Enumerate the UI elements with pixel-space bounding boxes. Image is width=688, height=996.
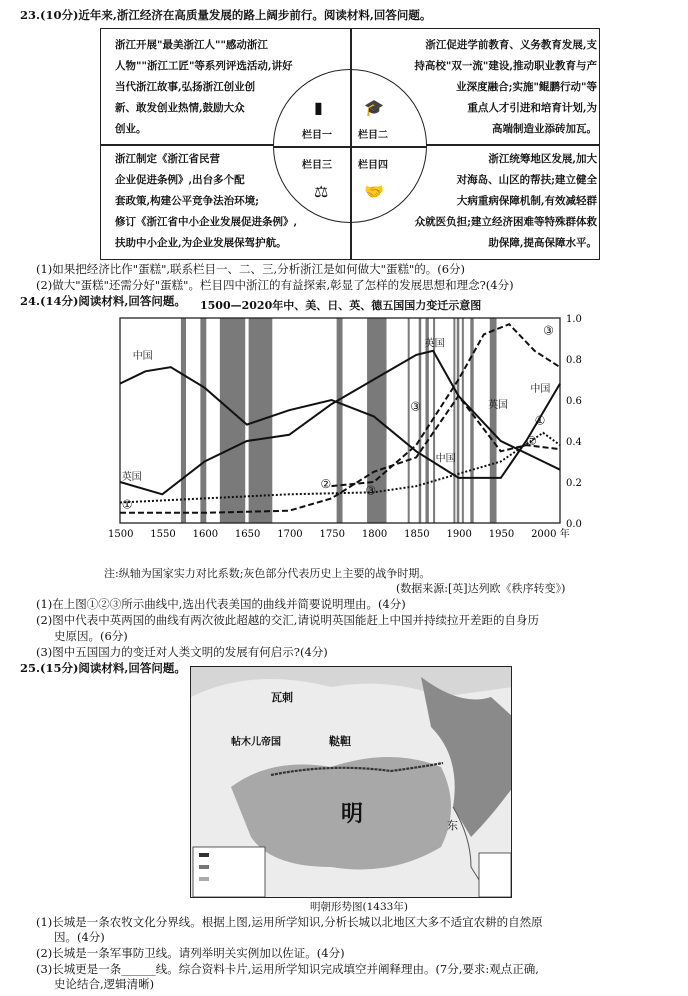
- box-text: 助保障,提高保障水平。: [488, 237, 597, 249]
- box-text: 业深度融合;实施"鲲鹏行动"等: [456, 81, 597, 93]
- box-text: 企业促进条例》,出台多个配: [115, 174, 245, 186]
- q25-sub3a: (3)长城更是一条______线。综合资料卡片,运用所学知识完成填空并阐释理由。(7分,要求:观点正确,: [36, 962, 539, 976]
- handshake-icon: 🤝: [364, 182, 384, 201]
- y-tick-label: 0.4: [566, 437, 582, 448]
- y-tick-label: 0.0: [566, 519, 582, 530]
- chart-source: (数据来源:[英]达列欧《秩序转变》): [396, 582, 566, 595]
- q25-sub3b: 史论结合,逻辑清晰): [54, 977, 155, 991]
- x-tick-label: 1750: [319, 529, 345, 540]
- y-tick-label: 0.8: [566, 355, 582, 366]
- box-text: 持高校"双一流"建设,推动职业教育与产: [414, 60, 597, 72]
- war-period-band: [200, 318, 206, 523]
- label-circle-1: ①: [121, 497, 133, 512]
- x-tick-label: 1800: [361, 529, 388, 540]
- legend-mark: [199, 877, 209, 881]
- x-tick-label: 1500: [108, 529, 134, 540]
- label-circle-2: ②: [320, 477, 332, 492]
- label-circle-3: ③: [365, 483, 377, 498]
- column-1-label: 栏目一: [302, 130, 332, 141]
- chart-title: 1500—2020年中、美、日、英、德五国国力变迁示意图: [200, 299, 482, 312]
- box-text: 新、敢发创业热情,鼓励大众: [115, 102, 245, 114]
- q24-header: 24.(14分)阅读材料,回答问题。: [20, 294, 186, 308]
- box-text: 对海岛、山区的帮扶;建立健全: [456, 174, 597, 186]
- x-tick-label: 1600: [192, 529, 219, 540]
- map-caption: 明朝形势图(1433年): [310, 901, 408, 913]
- box-text: 修订《浙江省中小企业发展促进条例》,: [115, 216, 298, 228]
- q25-sub1b: 因。(4分): [54, 930, 105, 944]
- x-tick-label: 1900: [446, 529, 472, 540]
- q24-sub3: (3)图中五国国力的变迁对人类文明的发展有何启示?(4分): [36, 645, 328, 659]
- graduation-cap-icon: 🎓: [364, 98, 384, 117]
- x-tick-label: 1550: [150, 529, 176, 540]
- label-china-mid: 中国: [435, 453, 456, 465]
- war-period-band: [462, 318, 464, 523]
- box-text: 人物""浙江工匠"等系列评选活动,讲好: [115, 60, 293, 72]
- war-period-band: [457, 318, 460, 523]
- x-tick-label: 1850: [404, 529, 430, 540]
- map-label-ming: 明: [341, 801, 364, 827]
- gavel-icon: ⚖: [314, 182, 329, 201]
- q24-sub2a: (2)图中代表中英两国的曲线有两次彼此超越的交汇,请说明英国能赶上中国并持续拉开差距的自身历: [36, 613, 539, 627]
- q25-header: 25.(15分)阅读材料,回答问题。: [20, 661, 186, 675]
- map-label-samarkand: 帖木儿帝国: [231, 737, 281, 748]
- box-text: 大病重病保障机制,有效减轻群: [456, 195, 597, 207]
- label-circle-2-right: ②: [526, 434, 537, 449]
- box-text: 高端制造业添砖加瓦。: [492, 123, 597, 135]
- label-circle-1-right: ①: [534, 413, 546, 428]
- war-period-band: [490, 318, 497, 523]
- chart-note: 注:纵轴为国家实力对比系数;灰色部分代表历史上主要的战争时期。: [104, 567, 431, 580]
- column-2-label: 栏目二: [358, 130, 388, 141]
- q23-sub2: (2)做大"蛋糕"还需分好"蛋糕"。栏目四中浙江的有益探索,彰显了怎样的发展思想和理念?(4分): [36, 278, 514, 292]
- box-text: 浙江制定《浙江省民营: [115, 153, 220, 165]
- box-text: 众就医负担;建立经济困难等特殊群体救: [414, 216, 597, 228]
- label-uk-top: 英国: [424, 338, 445, 350]
- war-period-band: [408, 318, 410, 523]
- box-text: 浙江开展"最美浙江人""感动浙江: [115, 39, 268, 51]
- q23-sub1: (1)如果把经济比作"蛋糕",联系栏目一、二、三,分析浙江是如何做大"蛋糕"的。(6分): [36, 262, 466, 276]
- column-wheel: [273, 69, 427, 223]
- legend-mark: [199, 865, 209, 869]
- x-tick-label: 1950: [488, 529, 515, 540]
- y-tick-label: 1.0: [566, 314, 582, 325]
- map-label-tatar: 鞑靼: [329, 735, 351, 748]
- war-period-band: [470, 318, 473, 523]
- war-period-band: [453, 318, 455, 523]
- legend-mark: [199, 853, 209, 857]
- map-label-dong: 东: [447, 819, 458, 832]
- box-text: 重点人才引进和培育计划,为: [467, 102, 597, 114]
- inset-box: [479, 853, 511, 897]
- label-uk-mid: 英国: [488, 400, 509, 412]
- q23-header: 23.(10分)近年来,浙江经济在高质量发展的路上阔步前行。阅读材料,回答问题。: [20, 8, 432, 22]
- y-tick-label: 0.2: [566, 478, 582, 489]
- war-period-band: [419, 318, 422, 523]
- q25-sub2: (2)长城是一条军事防卫线。请列举明关实例加以佐证。(4分): [36, 946, 345, 960]
- box-text: 浙江促进学前教育、义务教育发展,支: [425, 39, 597, 51]
- x-tick-label: 1700: [277, 529, 303, 540]
- q23-diagram: [100, 28, 600, 260]
- box-text: 当代浙江故事,弘扬浙江创业创: [115, 81, 256, 93]
- label-china-right: 中国: [530, 383, 551, 395]
- wheel-divider: [274, 146, 426, 148]
- label-uk-left: 英国: [121, 471, 142, 483]
- box-text: 浙江统筹地区发展,加大: [488, 153, 597, 165]
- q24-sub1: (1)在上图①②③所示曲线中,选出代表美国的曲线并简要说明理由。(4分): [36, 597, 406, 611]
- q25-sub1a: (1)长城是一条农牧文化分界线。根据上图,运用所学知识,分析长城以北地区大多不适宜农耕的自然原: [36, 915, 543, 929]
- book-icon: ▮: [314, 98, 323, 117]
- x-tick-label: 2000 年: [531, 529, 570, 540]
- box-text: 套政策,构建公平竞争法治环境;: [115, 195, 260, 207]
- ming-map: [190, 666, 512, 898]
- column-3-label: 栏目三: [302, 160, 332, 171]
- box-text: 扶助中小企业,为企业发展保驾护航。: [115, 237, 287, 249]
- label-circle-3-right: ③: [543, 323, 554, 338]
- q24-sub2b: 史原因。(6分): [54, 629, 128, 643]
- map-drawing: [191, 667, 512, 898]
- y-tick-label: 0.6: [566, 396, 582, 407]
- war-period-band: [181, 318, 186, 523]
- x-tick-label: 1650: [234, 529, 261, 540]
- power-chart: [100, 306, 600, 578]
- box-text: 创业。: [115, 123, 147, 135]
- column-4-label: 栏目四: [358, 160, 388, 171]
- label-circle-3-mid: ③: [410, 399, 421, 414]
- map-label-waci: 瓦刺: [271, 691, 293, 704]
- label-china-left: 中国: [132, 351, 153, 362]
